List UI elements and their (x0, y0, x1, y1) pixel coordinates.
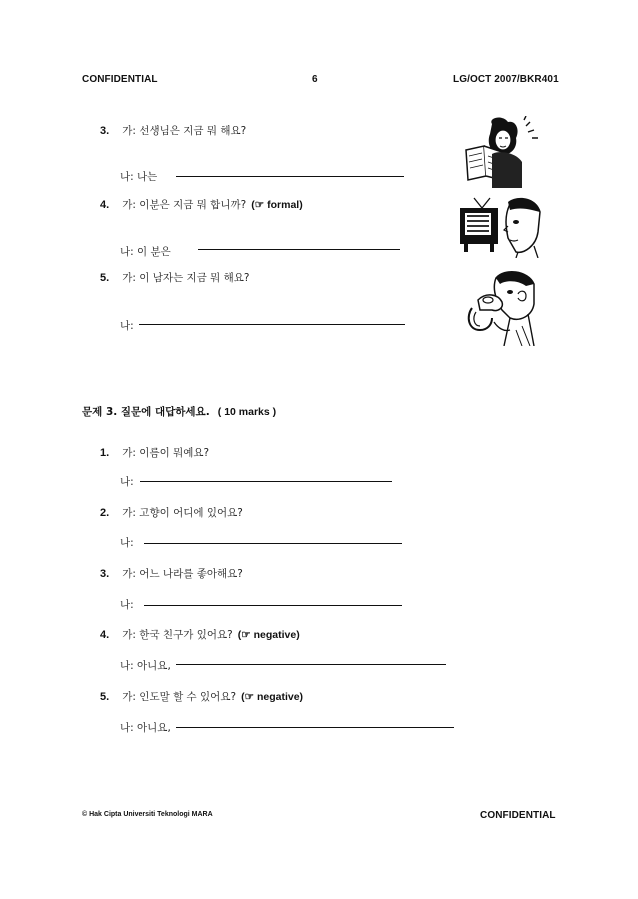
answer-line[interactable] (144, 605, 402, 606)
question-text: 가: 이름이 뭐예요? (122, 447, 210, 459)
answer-4 (120, 240, 171, 259)
question-text: 가: 한국 친구가 있어요? (122, 629, 233, 641)
s3-answer-1 (120, 470, 134, 489)
question-text: 가: 이분은 지금 뭐 합니까? (122, 199, 247, 211)
question-text: 가: 선생님은 지금 뭐 해요? (122, 125, 247, 137)
answer-line[interactable] (144, 543, 402, 544)
answer-prefix: 나: (120, 599, 134, 611)
answer-prefix: 나: (120, 320, 134, 332)
header-confidential: CONFIDENTIAL (82, 74, 158, 85)
question-number: 1. (100, 447, 110, 459)
footer-copyright: © Hak Cipta Universiti Teknologi MARA (82, 811, 213, 818)
question-text: 가: 인도말 할 수 있어요? (122, 691, 237, 703)
section-marks: ( 10 marks ) (217, 406, 277, 418)
answer-prefix: 나: 나는 (120, 171, 158, 183)
header-course-code: LG/OCT 2007/BKR401 (453, 74, 559, 85)
answer-5 (120, 314, 134, 333)
section-3-title (82, 400, 276, 419)
answer-3 (120, 165, 157, 184)
answer-line[interactable] (176, 176, 404, 177)
page-number: 6 (312, 74, 318, 85)
answer-prefix: 나: 아니요, (120, 722, 171, 734)
question-number: 5. (100, 691, 110, 703)
s3-answer-3 (120, 593, 134, 612)
answer-prefix: 나: 이 분은 (120, 246, 171, 258)
question-number: 4. (100, 629, 110, 641)
s3-question-4 (100, 623, 300, 642)
answer-line[interactable] (198, 249, 400, 250)
negative-hint: (☞ negative) (241, 691, 304, 703)
section-title: 문제 3. 질문에 대답하세요. (82, 406, 210, 418)
answer-line[interactable] (176, 727, 454, 728)
s3-question-3 (100, 562, 243, 581)
question-number: 4. (100, 199, 110, 211)
formal-hint: (☞ formal) (251, 199, 303, 211)
footer-confidential: CONFIDENTIAL (480, 810, 556, 821)
question-5 (100, 266, 250, 285)
man-watching-tv-icon (458, 196, 544, 258)
answer-line[interactable] (140, 481, 392, 482)
question-4 (100, 193, 303, 212)
s3-question-5 (100, 685, 303, 704)
answer-line[interactable] (139, 324, 405, 325)
answer-prefix: 나: (120, 537, 134, 549)
question-number: 3. (100, 568, 110, 580)
man-drinking-icon (458, 270, 544, 346)
question-3 (100, 119, 246, 138)
s3-question-2 (100, 501, 243, 520)
s3-answer-5 (120, 716, 171, 735)
question-number: 3. (100, 125, 110, 137)
answer-line[interactable] (176, 664, 446, 665)
s3-question-1 (100, 441, 209, 460)
person-reading-icon (462, 116, 544, 188)
answer-prefix: 나: (120, 476, 134, 488)
negative-hint: (☞ negative) (237, 629, 300, 641)
question-number: 5. (100, 272, 110, 284)
question-text: 가: 이 남자는 지금 뭐 해요? (122, 272, 250, 284)
question-number: 2. (100, 507, 110, 519)
question-text: 가: 고향이 어디에 있어요? (122, 507, 243, 519)
question-text: 가: 어느 나라를 좋아해요? (122, 568, 243, 580)
s3-answer-2 (120, 531, 134, 550)
answer-prefix: 나: 아니요, (120, 660, 171, 672)
s3-answer-4 (120, 654, 171, 673)
